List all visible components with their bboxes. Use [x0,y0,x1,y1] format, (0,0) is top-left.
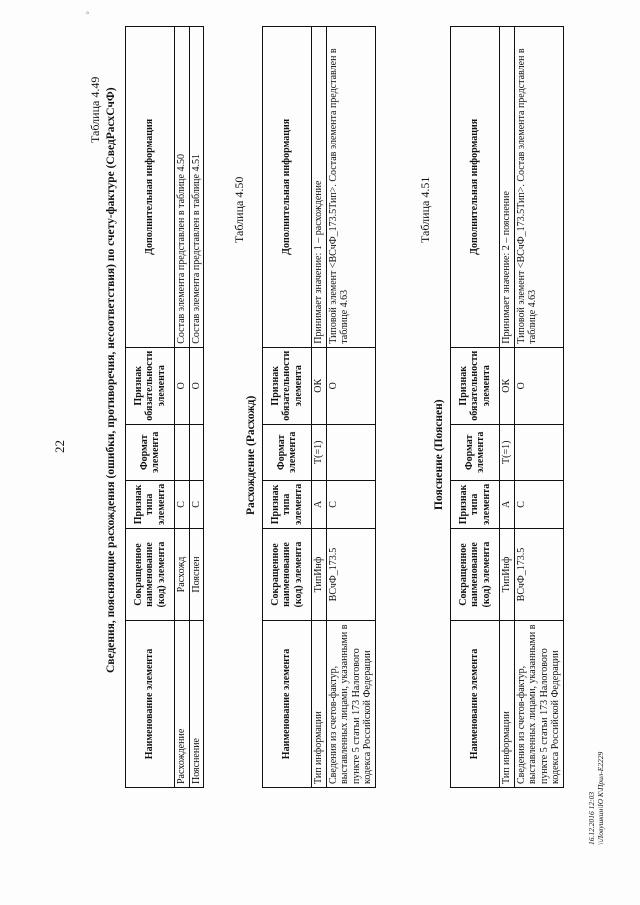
table-cell: А [500,480,515,528]
table-4-50-label: Таблица 4.50 [232,176,246,243]
column-header: Признак обязательности элемента [126,347,175,424]
table-cell: ОК [500,347,515,424]
table-cell: Пояснение [189,621,204,788]
table-cell: ОК [312,347,327,424]
table-cell: Типовой элемент <ВСчФ_173.5Тип>. Состав элемента представлен в таблице 4.63 [326,27,375,348]
table-row [312,27,327,788]
table-cell: Принимает значение: 1 – расхождение [312,27,327,348]
table-cell: ВСчФ_173.5 [326,529,375,621]
column-header: Формат элемента [126,424,175,480]
table-row [175,27,190,788]
column-header: Формат элемента [451,424,500,480]
table-row [500,27,515,788]
footer-path: \\Ловушкин\Ю К\Прил-Е2229 [596,751,606,845]
footer-stamp [587,752,606,845]
table-cell: ТипИнф [500,529,515,621]
table-header-row [126,27,175,788]
column-header: Наименование элемента [263,621,312,788]
table-cell: О [189,347,204,424]
table-cell: ВСчФ_173.5 [514,529,563,621]
table-header-row [451,27,500,788]
table-4-50 [262,26,376,788]
column-header: Признак типа элемента [126,480,175,528]
table-cell: Состав элемента представлен в таблице 4.50 [175,27,190,348]
table-cell: T(=1) [312,424,327,480]
table-cell: Тип информации [312,621,327,788]
column-header: Признак обязательности элемента [263,347,312,424]
footer-date: 16.12.2016 12:03 [587,791,596,845]
table-cell: Тип информации [500,621,515,788]
table-cell: С [175,480,190,528]
table-cell: Сведения из счетов-фактур, выставленных лицами, указанными в пункте 5 статьи 173 Налогового кодекса Российской Федерации [326,621,375,788]
table-cell: О [514,347,563,424]
table-cell [189,424,204,480]
table-cell: Принимает значение: 2 – пояснение [500,27,515,348]
table-cell [514,424,563,480]
table-cell: С [326,480,375,528]
column-header: Наименование элемента [126,621,175,788]
table-cell: Состав элемента представлен в таблице 4.51 [189,27,204,348]
column-header: Сокращенное наименование (код) элемента [126,529,175,621]
column-header: Дополнительная информация [451,27,500,348]
column-header: Признак типа элемента [451,480,500,528]
table-cell: А [312,480,327,528]
table-cell: Сведения из счетов-фактур, выставленных лицами, указанными в пункте 5 статьи 173 Налогового кодекса Российской Федерации [514,621,563,788]
column-header: Признак типа элемента [263,480,312,528]
table-4-51-title: Пояснение (Пояснен) [433,399,445,510]
table-4-49 [125,26,204,788]
column-header: Дополнительная информация [126,27,175,348]
table-cell [326,424,375,480]
table-cell: T(=1) [500,424,515,480]
table-cell: О [175,347,190,424]
column-header: Сокращенное наименование (код) элемента [451,529,500,621]
table-4-50-title: Расхождение (Расхожд) [245,395,257,515]
table-row [514,27,563,788]
corner-mark: ° [86,10,90,19]
table-cell: Расхождение [175,621,190,788]
table-row [189,27,204,788]
table-4-49-title: Сведения, поясняющие расхождения (ошибки, противоречия, несоответствия) по счету-фактуре (СведРасхСчФ) [105,87,117,673]
column-header: Формат элемента [263,424,312,480]
table-cell: С [189,480,204,528]
table-cell: Типовой элемент <ВСчФ_173.5Тип>. Состав элемента представлен в таблице 4.63 [514,27,563,348]
table-cell: ТипИнф [312,529,327,621]
table-cell: Расхожд [175,529,190,621]
page-number: 22 [52,440,67,453]
table-cell [175,424,190,480]
column-header: Сокращенное наименование (код) элемента [263,529,312,621]
column-header: Наименование элемента [451,621,500,788]
table-4-51 [450,26,564,788]
table-cell: С [514,480,563,528]
table-row [326,27,375,788]
table-header-row [263,27,312,788]
table-cell: О [326,347,375,424]
column-header: Дополнительная информация [263,27,312,348]
table-4-49-label: Таблица 4.49 [88,76,102,143]
table-cell: Пояснен [189,529,204,621]
table-4-51-label: Таблица 4.51 [418,176,432,243]
column-header: Признак обязательности элемента [451,347,500,424]
